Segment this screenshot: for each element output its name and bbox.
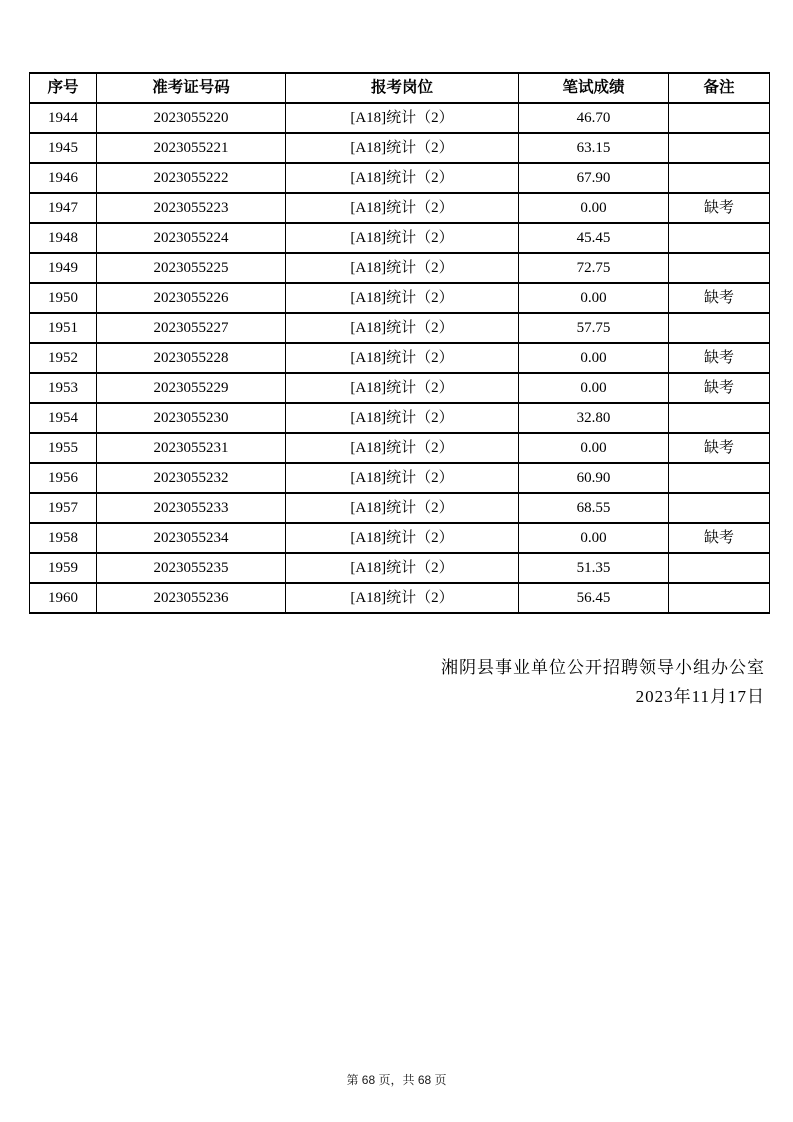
cell-remark: [669, 133, 770, 163]
cell-index: 1955: [30, 433, 97, 463]
cell-position: [A18]统计（2）: [286, 103, 519, 133]
cell-ticket-number: 2023055232: [97, 463, 286, 493]
cell-score: 45.45: [519, 223, 669, 253]
cell-index: 1953: [30, 373, 97, 403]
cell-remark: [669, 253, 770, 283]
table-row: [30, 253, 770, 283]
cell-ticket-number: 2023055222: [97, 163, 286, 193]
signoff-org: 湘阴县事业单位公开招聘领导小组办公室: [441, 658, 765, 677]
cell-index: 1959: [30, 553, 97, 583]
table-row: [30, 493, 770, 523]
cell-ticket-number: 2023055235: [97, 553, 286, 583]
table-row: [30, 163, 770, 193]
cell-remark: [669, 553, 770, 583]
cell-index: 1949: [30, 253, 97, 283]
cell-remark: 缺考: [669, 523, 770, 553]
cell-score: 0.00: [519, 433, 669, 463]
cell-position: [A18]统计（2）: [286, 313, 519, 343]
cell-ticket-number: 2023055231: [97, 433, 286, 463]
cell-index: 1951: [30, 313, 97, 343]
cell-position: [A18]统计（2）: [286, 433, 519, 463]
table-row: [30, 463, 770, 493]
table-row: [30, 193, 770, 223]
table-row: [30, 223, 770, 253]
table-body: [30, 103, 770, 613]
cell-position: [A18]统计（2）: [286, 373, 519, 403]
cell-ticket-number: 2023055230: [97, 403, 286, 433]
signoff-block: [441, 653, 765, 711]
cell-remark: 缺考: [669, 373, 770, 403]
cell-index: 1957: [30, 493, 97, 523]
signoff-date: 2023年11月17日: [635, 687, 765, 706]
table-row: [30, 133, 770, 163]
cell-position: [A18]统计（2）: [286, 523, 519, 553]
cell-remark: 缺考: [669, 343, 770, 373]
table-row: [30, 523, 770, 553]
cell-remark: [669, 463, 770, 493]
cell-remark: [669, 103, 770, 133]
cell-ticket-number: 2023055220: [97, 103, 286, 133]
cell-score: 0.00: [519, 523, 669, 553]
cell-position: [A18]统计（2）: [286, 283, 519, 313]
cell-index: 1960: [30, 583, 97, 613]
cell-index: 1944: [30, 103, 97, 133]
column-header-ticket-number: 准考证号码: [97, 73, 286, 103]
cell-remark: [669, 223, 770, 253]
cell-ticket-number: 2023055226: [97, 283, 286, 313]
cell-index: 1950: [30, 283, 97, 313]
cell-score: 51.35: [519, 553, 669, 583]
cell-ticket-number: 2023055225: [97, 253, 286, 283]
column-header-position: 报考岗位: [286, 73, 519, 103]
cell-position: [A18]统计（2）: [286, 193, 519, 223]
column-header-index: 序号: [30, 73, 97, 103]
cell-position: [A18]统计（2）: [286, 403, 519, 433]
table-row: [30, 583, 770, 613]
cell-score: 56.45: [519, 583, 669, 613]
cell-score: 60.90: [519, 463, 669, 493]
cell-ticket-number: 2023055224: [97, 223, 286, 253]
cell-remark: 缺考: [669, 283, 770, 313]
cell-score: 67.90: [519, 163, 669, 193]
table-row: [30, 373, 770, 403]
cell-remark: [669, 313, 770, 343]
column-header-score: 笔试成绩: [519, 73, 669, 103]
cell-score: 0.00: [519, 193, 669, 223]
cell-score: 0.00: [519, 283, 669, 313]
cell-ticket-number: 2023055228: [97, 343, 286, 373]
cell-index: 1958: [30, 523, 97, 553]
page-number-footer: 第 68 页，共 68 页: [346, 1073, 447, 1087]
cell-score: 72.75: [519, 253, 669, 283]
cell-position: [A18]统计（2）: [286, 253, 519, 283]
cell-position: [A18]统计（2）: [286, 133, 519, 163]
column-header-remark: 备注: [669, 73, 770, 103]
cell-score: 68.55: [519, 493, 669, 523]
cell-position: [A18]统计（2）: [286, 553, 519, 583]
cell-score: 46.70: [519, 103, 669, 133]
cell-position: [A18]统计（2）: [286, 493, 519, 523]
cell-remark: [669, 403, 770, 433]
cell-ticket-number: 2023055223: [97, 193, 286, 223]
cell-index: 1952: [30, 343, 97, 373]
cell-score: 0.00: [519, 343, 669, 373]
cell-position: [A18]统计（2）: [286, 163, 519, 193]
cell-score: 57.75: [519, 313, 669, 343]
cell-position: [A18]统计（2）: [286, 223, 519, 253]
table-row: [30, 283, 770, 313]
score-table: [29, 72, 770, 614]
cell-index: 1948: [30, 223, 97, 253]
cell-index: 1946: [30, 163, 97, 193]
cell-remark: [669, 583, 770, 613]
cell-score: 32.80: [519, 403, 669, 433]
table-row: [30, 403, 770, 433]
cell-ticket-number: 2023055234: [97, 523, 286, 553]
cell-ticket-number: 2023055221: [97, 133, 286, 163]
table-row: [30, 433, 770, 463]
cell-remark: [669, 493, 770, 523]
cell-ticket-number: 2023055233: [97, 493, 286, 523]
cell-position: [A18]统计（2）: [286, 343, 519, 373]
cell-position: [A18]统计（2）: [286, 583, 519, 613]
cell-score: 0.00: [519, 373, 669, 403]
cell-position: [A18]统计（2）: [286, 463, 519, 493]
cell-ticket-number: 2023055227: [97, 313, 286, 343]
cell-index: 1947: [30, 193, 97, 223]
table-row: [30, 553, 770, 583]
cell-remark: [669, 163, 770, 193]
table-row: [30, 313, 770, 343]
cell-ticket-number: 2023055236: [97, 583, 286, 613]
table-row: [30, 343, 770, 373]
cell-index: 1954: [30, 403, 97, 433]
cell-index: 1956: [30, 463, 97, 493]
cell-index: 1945: [30, 133, 97, 163]
cell-remark: 缺考: [669, 193, 770, 223]
cell-score: 63.15: [519, 133, 669, 163]
cell-remark: 缺考: [669, 433, 770, 463]
table-row: [30, 103, 770, 133]
cell-ticket-number: 2023055229: [97, 373, 286, 403]
table-header-row: [30, 73, 770, 103]
